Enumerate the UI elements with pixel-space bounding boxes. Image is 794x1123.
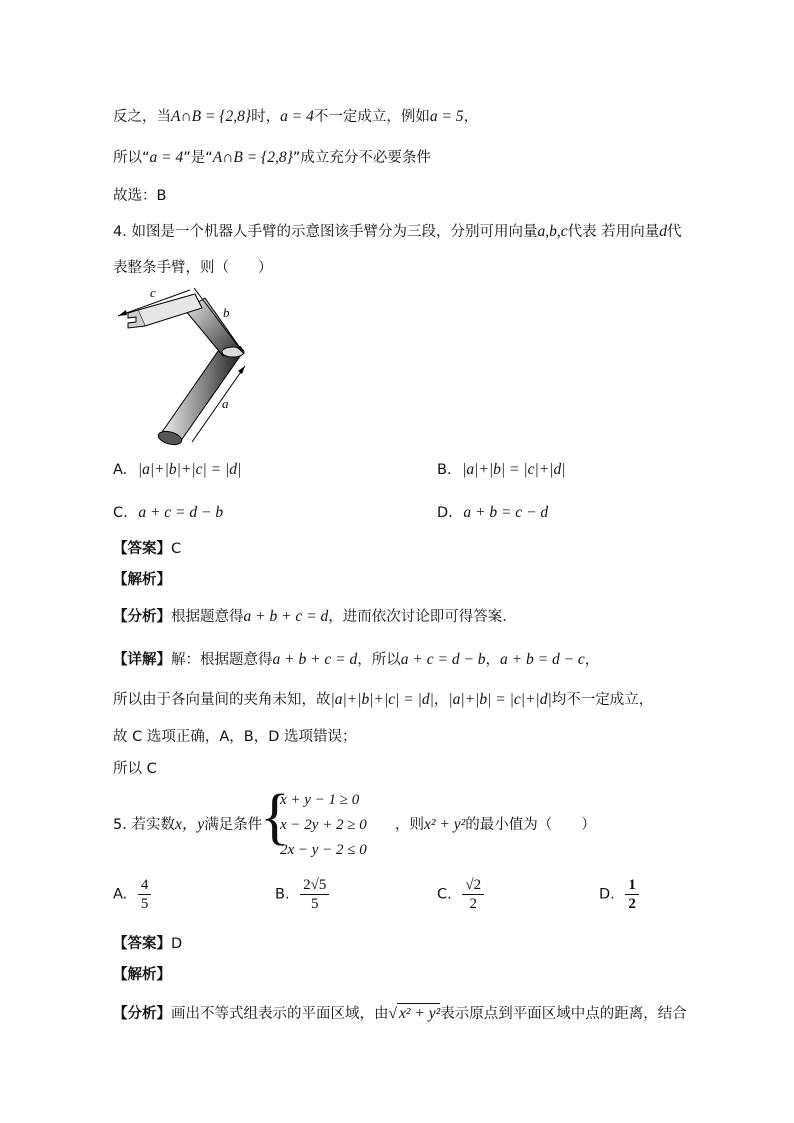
text: 满足条件 <box>204 817 263 833</box>
option-label: D. <box>437 505 453 521</box>
question-5-stem-tail <box>395 815 596 835</box>
math-expr: a + c = d − b <box>138 504 224 521</box>
fenxi-line: 【分析】画出不等式组表示的平面区域，由√ x² + y²表示原点到平面区域中点的距离，结合 <box>113 1005 687 1022</box>
math-expr: |a|+|b|+|c| = |d| <box>330 691 434 708</box>
math-expr: a = 5 <box>429 108 464 125</box>
option-label: A. <box>113 462 128 478</box>
xiangjie-tag: 【详解】 <box>113 652 171 668</box>
text: ”成立充分不必要条件 <box>292 150 431 166</box>
fenxi-tag: 【分析】 <box>113 609 171 625</box>
option-a <box>113 460 241 480</box>
text-line: 故 C 选项正确，A，B，D 选项错误； <box>113 729 357 745</box>
answer-tag: 【答案】 <box>113 936 171 952</box>
text-line <box>113 690 653 710</box>
answer-value: C <box>171 541 182 557</box>
option-label: C. <box>113 505 128 521</box>
text: ”是“ <box>183 150 213 166</box>
q5-option-a <box>113 876 151 913</box>
text: 代 <box>666 224 682 240</box>
text-line: 所以 C <box>113 761 157 777</box>
xiangjie-line <box>113 650 599 670</box>
q5-option-d <box>599 876 639 913</box>
text: 的最小值为（ ） <box>465 817 596 833</box>
text: 5. 若实数 <box>113 817 175 833</box>
question-4-stem-line2: 表整条手臂，则（ ） <box>113 260 273 276</box>
text: 画出不等式组表示的平面区域，由 <box>171 1006 389 1022</box>
answer-line <box>113 539 181 559</box>
answer-value: D <box>171 936 183 952</box>
option-label: C. <box>437 886 452 903</box>
text: 不一定成立，例如 <box>313 109 430 125</box>
math-expr: x，y <box>174 816 205 833</box>
option-label: A. <box>113 886 128 903</box>
system-line-2: x − 2y + 2 ≥ 0 <box>280 817 367 833</box>
math-expr: a = 4 <box>149 149 184 166</box>
math-expr: x² + y² <box>424 816 466 833</box>
text: ， <box>584 652 600 668</box>
text: 4. 如图是一个机器人手臂的示意图该手臂分为三段，分别可用向量 <box>113 224 538 240</box>
math-expr: d <box>659 223 667 240</box>
math-expr: a + b = d − c <box>500 651 585 668</box>
question-5-stem <box>113 815 262 835</box>
text: 反之，当 <box>113 109 171 125</box>
q5-option-b <box>275 876 329 913</box>
math-expr: a,b,c <box>537 223 568 240</box>
text: ， <box>485 652 501 668</box>
math-expr: a = 4 <box>280 108 314 125</box>
analysis-tag: 【解析】 <box>113 967 171 983</box>
math-expr: |a|+|b| = |c|+|d| <box>448 691 552 708</box>
option-b <box>437 460 566 480</box>
text-line <box>113 148 431 168</box>
math-expr: A∩B = {2,8} <box>171 108 252 125</box>
text: 代表 若用向量 <box>567 224 660 240</box>
text: 根据题意得 <box>171 609 244 625</box>
text: ，则 <box>395 817 424 833</box>
text-line <box>113 107 478 127</box>
text: ， <box>463 109 479 125</box>
option-label: B. <box>275 886 290 903</box>
system-line-1: x + y − 1 ≥ 0 <box>280 792 360 808</box>
text: 解：根据题意得 <box>171 652 273 668</box>
option-c <box>113 503 223 523</box>
math-expr: |a|+|b|+|c| = |d| <box>137 461 242 478</box>
math-expr: a + b = c − d <box>463 504 549 521</box>
label-a: a <box>222 396 229 411</box>
math-expr: a + b + c = d <box>272 651 358 668</box>
text: 表示原点到平面区域中点的距离，结合 <box>440 1006 687 1022</box>
math-expr: A∩B = {2,8} <box>212 149 293 166</box>
option-label: B. <box>437 462 452 478</box>
fraction: $\frac{2√5}{5}$ <box>300 876 329 913</box>
answer-line <box>113 934 182 954</box>
fenxi-line <box>113 607 507 627</box>
robot-arm-figure <box>110 280 260 450</box>
fraction: $\frac{1}{2}$ <box>625 876 639 913</box>
q5-option-c <box>437 876 484 913</box>
text: ，所以 <box>357 652 401 668</box>
label-b: b <box>223 305 230 320</box>
text: 时， <box>251 109 281 125</box>
question-4-stem <box>113 222 681 242</box>
label-c: c <box>150 285 156 300</box>
text: 所以“ <box>113 150 150 166</box>
option-d <box>437 503 548 523</box>
text: ， <box>433 692 449 708</box>
analysis-tag: 【解析】 <box>113 572 171 588</box>
math-expr: x² + y² <box>399 1005 441 1022</box>
system-brace: { <box>260 783 290 851</box>
fraction: $\frac{4}{5}$ <box>138 876 152 913</box>
fenxi-tag: 【分析】 <box>113 1006 171 1022</box>
math-expr: |a|+|b| = |c|+|d| <box>462 461 566 478</box>
text: ，进而依次讨论即可得答案. <box>328 609 507 625</box>
math-expr: a + c = d − b <box>400 651 486 668</box>
segment-c <box>138 294 202 326</box>
option-label: D. <box>599 886 615 903</box>
text: 所以由于各向量间的夹角未知，故 <box>113 692 331 708</box>
text-line: 故选：B <box>113 188 167 204</box>
segment-a <box>160 344 243 442</box>
fraction: $\frac{√2}{2}$ <box>462 876 484 913</box>
text: 均不一定成立， <box>551 692 654 708</box>
answer-tag: 【答案】 <box>113 541 171 557</box>
system-line-3: 2x − y − 2 ≤ 0 <box>280 842 367 858</box>
math-expr: a + b + c = d <box>243 608 329 625</box>
